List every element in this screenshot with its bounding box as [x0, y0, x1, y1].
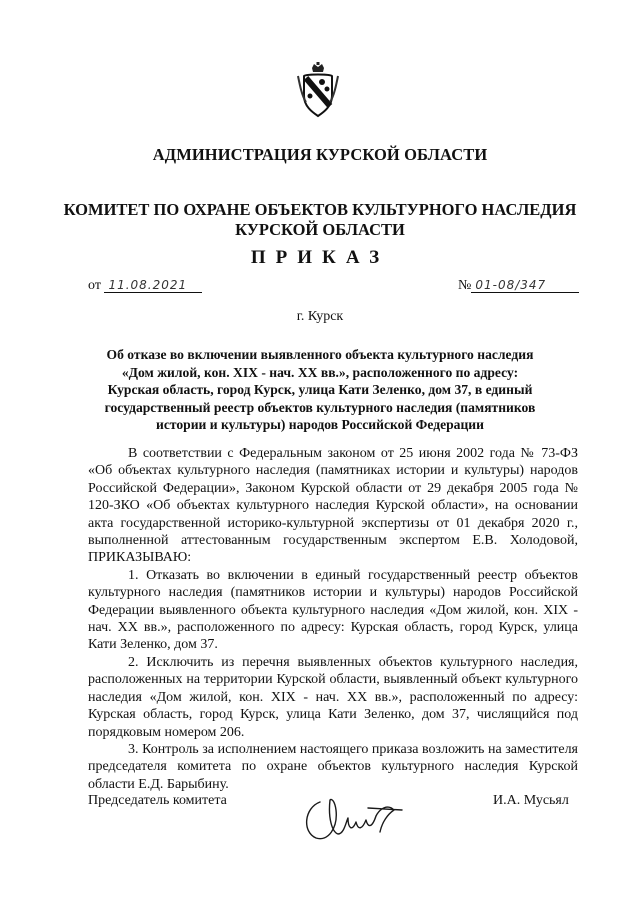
committee-title-line2: КУРСКОЙ ОБЛАСТИ: [235, 220, 405, 239]
handwritten-signature-icon: [298, 788, 408, 846]
city: г. Курск: [296, 309, 344, 324]
date-value: 11.08.2021: [104, 278, 202, 293]
order-date: [88, 278, 202, 294]
coat-of-arms-icon: [296, 62, 340, 118]
number-prefix: №: [458, 278, 472, 293]
order-subject: Об отказе во включении выявленного объекта культурного наследия «Дом жилой, кон. XIX - нач. XX вв.», расположенного по адресу: Курская область, город Курск, улица Кати Зеленко, дом 37, в единый государственный реестр объектов культурного наследия (памятников истории и культуры) народов Российской Федерации: [104, 347, 536, 432]
number-value: 01-08/347: [471, 278, 579, 293]
order-body: [88, 445, 578, 793]
preamble-paragraph: В соответствии с Федеральным законом от 25 июня 2002 года № 73-ФЗ «Об объектах культурного наследия (памятниках истории и культуры) народов Российской Федерации», Законом Курской области от 29 декабря 2005 года № 120-ЗКО «Об объектах культурного наследия Курской области», на основании акта государственной историко-культурной экспертизы от 01 декабря 2020 г., выполненной аттестованным государственным экспертом Е.В. Холодовой, ПРИКАЗЫВАЮ:: [88, 446, 578, 566]
order-number: [458, 278, 579, 294]
administration-title: АДМИНИСТРАЦИЯ КУРСКОЙ ОБЛАСТИ: [152, 145, 488, 164]
order-item-1: 1. Отказать во включении в единый государственный реестр объектов культурного наследия (памятников истории и культуры) народов Российской Федерации выявленного объекта культурного наследия «Дом жилой, кон. XIX - нач. XX вв.», расположенного по адресу: Курская область, город Курск, улица Кати Зеленко, дом 37.: [88, 567, 578, 653]
date-prefix: от: [88, 278, 101, 293]
signer-name: И.А. Мусьял: [493, 793, 569, 808]
committee-title-line1: КОМИТЕТ ПО ОХРАНЕ ОБЪЕКТОВ КУЛЬТУРНОГО НАСЛЕДИЯ: [63, 200, 577, 219]
committee-title: [0, 200, 640, 240]
order-item-3: 3. Контроль за исполнением настоящего приказа возложить на заместителя председателя комитета по охране объектов культурного наследия Курской области Е.Д. Барыбину.: [88, 741, 578, 792]
order-item-2: 2. Исключить из перечня выявленных объектов культурного наследия, расположенных на территории Курской области, выявленный объект культурного наследия «Дом жилой, кон. XIX - нач. XX вв.», расположенный по адресу: Курская область, город Курск, улица Кати Зеленко, дом 37, числящийся под порядковым номером 206.: [88, 654, 578, 740]
signer-position: Председатель комитета: [88, 793, 227, 808]
order-heading: ПРИКАЗ: [250, 247, 390, 268]
